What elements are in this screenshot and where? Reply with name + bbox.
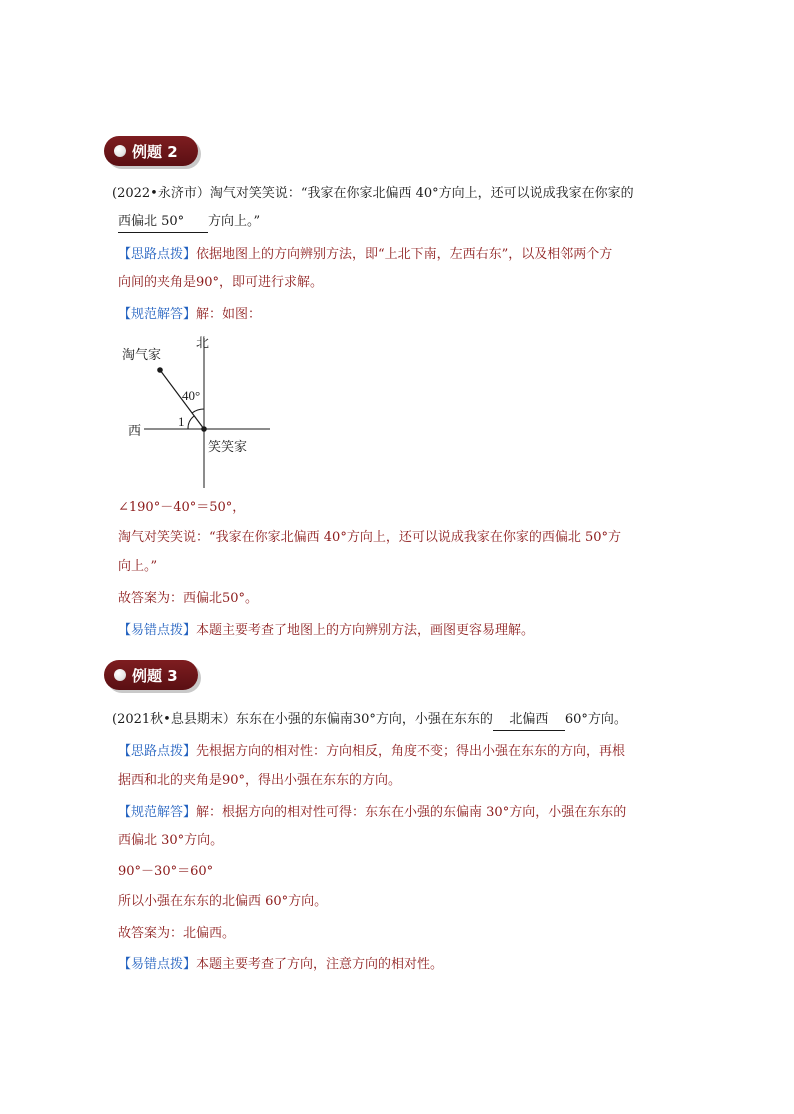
- ex2-error-text: 本题主要考查了地图上的方向辨别方法，画图更容易理解。: [196, 623, 535, 638]
- ex3-solution-line2: 西偏北 30°方向。: [118, 833, 224, 848]
- ex2-solution-tag: 【规范解答】: [118, 307, 197, 322]
- example-2-badge: [104, 136, 198, 166]
- ex2-question-line1: (2022•永济市）淘气对笑笑说：“我家在你家北偏西 40°方向上，还可以说成我家在你家的: [112, 186, 634, 201]
- ex3-question-tail: 60°方向。: [564, 712, 627, 727]
- ex2-hint-tag: 【思路点拨】: [118, 247, 197, 262]
- ex2-calculation: ∠190°－40°＝50°，: [118, 500, 246, 515]
- ex3-conclusion: 所以小强在东东的北偏西 60°方向。: [118, 894, 328, 909]
- ex2-error-line: [118, 621, 534, 641]
- ex2-hint-line2: 向间的夹角是90°，即可进行求解。: [118, 275, 324, 290]
- ex3-solution-line1: [118, 803, 626, 823]
- ex3-final-answer: 故答案为：北偏西。: [118, 926, 236, 941]
- ex2-question-tail: 方向上。”: [208, 214, 261, 229]
- direction-diagram: [118, 330, 288, 490]
- ex2-hint-text1: 依据地图上的方向辨别方法，即“上北下南，左西右东”，以及相邻两个方: [196, 247, 613, 262]
- example-3-title: 例题 3: [132, 666, 178, 685]
- ex3-question-head: (2021秋•息县期末）东东在小强的东偏南30°方向，小强在东东的: [112, 712, 493, 727]
- ex2-restate-line1: 淘气对笑笑说：“我家在你家北偏西 40°方向上，还可以说成我家在你家的西偏北 50°方: [118, 530, 621, 545]
- example-3-badge: [104, 660, 198, 690]
- angle-40-label: 40°: [182, 388, 201, 403]
- north-label: 北: [196, 336, 210, 351]
- ex3-hint-text1: 先根据方向的相对性：方向相反，角度不变；得出小强在东东的方向，再根: [196, 744, 626, 759]
- ex2-question-line2: [118, 212, 260, 233]
- ex2-answer-blank: 西偏北 50°: [118, 212, 208, 233]
- ex3-hint-line2: 据西和北的夹角是90°，得出小强在东东的方向。: [118, 773, 402, 788]
- ex2-final-answer: 故答案为：西偏北50°。: [118, 591, 259, 606]
- ex3-error-tag: 【易错点拨】: [118, 957, 197, 972]
- bullet-icon: [114, 669, 126, 681]
- xiaoxiao-home-label: 笑笑家: [208, 440, 248, 455]
- west-label: 西: [128, 424, 142, 439]
- ex2-solution-intro: 解：如图：: [196, 307, 262, 322]
- angle-1-label: 1: [178, 414, 185, 429]
- ex3-answer-blank: 北偏西: [493, 710, 565, 731]
- ex3-solution-text1: 解：根据方向的相对性可得：东东在小强的东偏南 30°方向，小强在东东的: [196, 805, 627, 820]
- ex3-calculation: 90°－30°＝60°: [118, 864, 214, 879]
- ex2-restate-line2: 向上。”: [118, 559, 158, 574]
- ex3-error-line: [118, 955, 443, 975]
- ex3-hint-tag: 【思路点拨】: [118, 744, 197, 759]
- example-2-title: 例题 2: [132, 142, 178, 161]
- angle-1-arc: [188, 416, 194, 429]
- bullet-icon: [114, 145, 126, 157]
- ex2-solution-line: [118, 305, 261, 325]
- ex3-error-text: 本题主要考查了方向，注意方向的相对性。: [196, 957, 444, 972]
- ex2-error-tag: 【易错点拨】: [118, 623, 197, 638]
- angle-40-arc: [192, 409, 204, 413]
- ex3-solution-tag: 【规范解答】: [118, 805, 197, 820]
- ex2-hint-line1: [118, 245, 612, 265]
- taoqi-home-label: 淘气家: [122, 348, 162, 363]
- xiaoxiao-home-point: [201, 426, 207, 432]
- taoqi-home-point: [157, 367, 163, 373]
- ex3-question-line: [112, 710, 627, 731]
- ex3-hint-line1: [118, 742, 625, 762]
